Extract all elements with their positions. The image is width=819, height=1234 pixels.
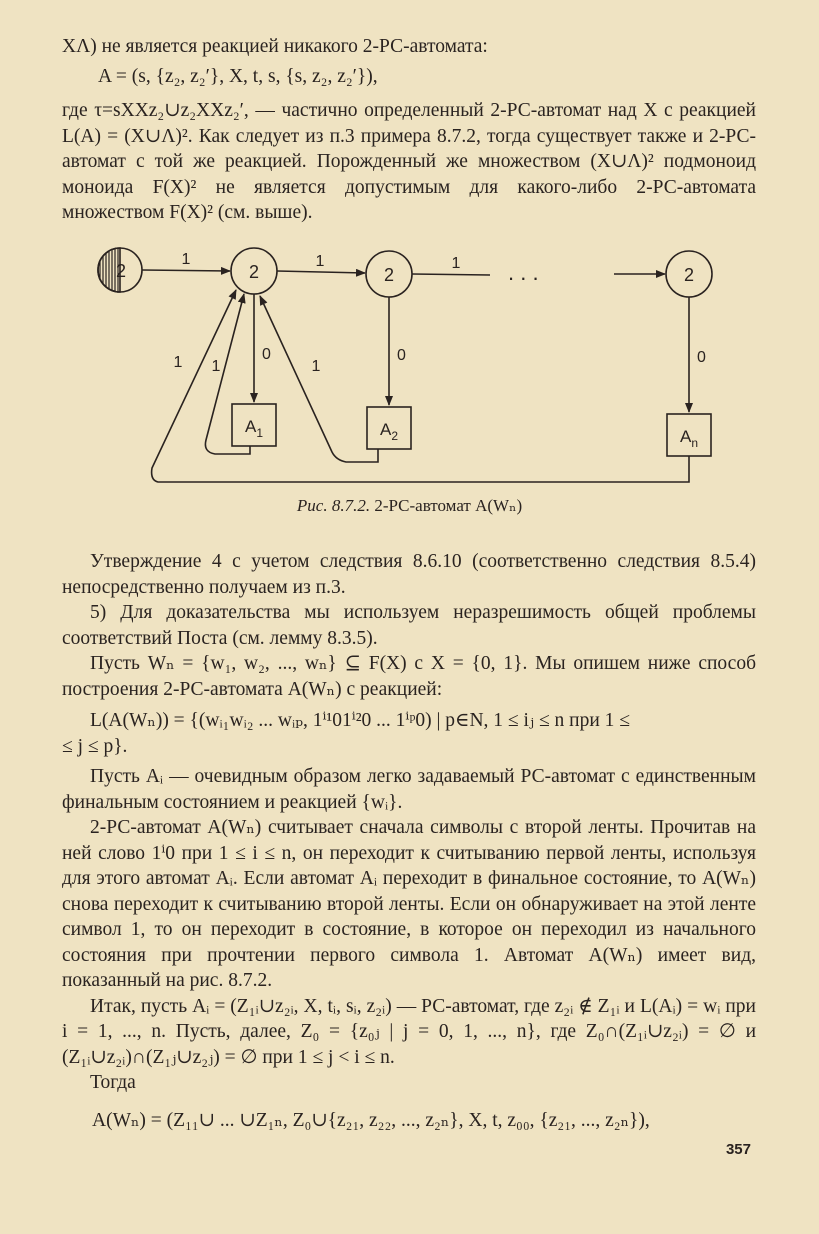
box-a2-label: $A_2$	[379, 420, 399, 443]
paragraph-1-block	[62, 98, 756, 226]
edge-label-0b: 0	[397, 347, 406, 364]
box-an-label: $A_n$	[679, 427, 699, 450]
paragraph-4: Пусть Wₙ = {w₁, w₂, ..., wₙ} ⊆ F(X) с X = {0, 1}. Мы опишем ниже способ построения 2-РС-автомата A(Wₙ) с реакцией:	[62, 653, 756, 700]
formula-final: A(Wₙ) = (Z₁₁∪ ... ∪Z₁ₙ, Z₀∪{z₂₁, z₂₂, ..., z₂ₙ}, X, t, z₀₀, {z₂₁, ..., z₂ₙ}),	[92, 1110, 650, 1131]
text-lower	[62, 764, 756, 1096]
text-top	[62, 34, 756, 60]
text-middle	[62, 549, 756, 702]
edge-label-0a: 0	[262, 346, 271, 363]
caption-prefix: Рис. 8.7.2.	[296, 496, 371, 515]
edge-label-1e: 1	[211, 358, 221, 375]
formula-l-line2: ≤ j ≤ p}.	[62, 736, 128, 757]
start-state-label: 2	[115, 261, 127, 281]
paragraph-2: Утверждение 4 с учетом следствия 8.6.10 (соответственно следствия 8.5.4) непосредственно получаем из п.3.	[62, 551, 756, 598]
edge-label-1b: 1	[315, 253, 325, 270]
line-top: XΛ) не является реакцией никакого 2-РС-автомата:	[62, 36, 488, 57]
edge-label-1f: 1	[311, 358, 321, 375]
paragraph-then: Тогда	[90, 1072, 136, 1093]
paragraph-1: где τ=sXXz₂∪z₂XXz₂′, — частично определенный 2-РС-автомат над X с реакцией L(A) = (X∪Λ)². Как следует из п.3 примера 8.7.2, тогда существует также и 2-РС-автомат с той же реакцией. Порожденный же множеством (X∪Λ)² подмоноид моноида F(X)² не является допустимым для какого-либо 2-РС-автомата множеством F(X)² (см. выше).	[62, 100, 756, 223]
paragraph-6: 2-РС-автомат A(Wₙ) считывает сначала символы с второй ленты. Прочитав на ней слово 1ⁱ0 при 1 ≤ i ≤ n, он переходит к считыванию первой ленты, используя для этого автомат Aᵢ. Если автомат Aᵢ переходит в финальное состояние, то A(Wₙ) снова переходит к считыванию второй ленты. Если он обнаруживает на этой ленте символ 1, то он переходит в состояние, в которое он переходил из начального состояния при прочтении первого символа 1. Автомат A(Wₙ) имеет вид, показанный на рис. 8.7.2.	[62, 817, 756, 991]
page-number: 357	[725, 1141, 751, 1158]
state-2-label: 2	[383, 265, 395, 285]
edge-label-0c: 0	[697, 349, 706, 366]
edge-label-1a: 1	[181, 251, 191, 268]
dots: . . .	[508, 260, 539, 285]
paragraph-5: Пусть Aᵢ — очевидным образом легко задаваемый РС-автомат с единственным финальным состоянием и реакцией {wᵢ}.	[62, 766, 756, 813]
paragraph-3: 5) Для доказательства мы используем неразрешимость общей проблемы соответствий Поста (см. лемму 8.3.5).	[62, 602, 756, 649]
formula-a: A = (s, {z₂, z₂′}, X, t, s, {s, z₂, z₂′}),	[98, 66, 378, 87]
edge-label-1c: 1	[451, 255, 461, 272]
edge-label-1d: 1	[173, 354, 183, 371]
figure-caption	[0, 496, 819, 516]
state-n-label: 2	[683, 265, 695, 285]
paragraph-7: Итак, пусть Aᵢ = (Z₁ᵢ∪z₂ᵢ, X, tᵢ, sᵢ, z₂ᵢ) — РС-автомат, где z₂ᵢ ∉ Z₁ᵢ и L(Aᵢ) = wᵢ при i = 1, ..., n. Пусть, далее, Z₀ = {z₀ⱼ | j = 0, 1, ..., n}, где Z₀∩(Z₁ᵢ∪z₂ᵢ) = ∅ и (Z₁ᵢ∪z₂ᵢ)∩(Z₁ⱼ∪z₂ⱼ) = ∅ при 1 ≤ j < i ≤ n.	[62, 995, 756, 1068]
automaton-diagram	[0, 240, 819, 500]
box-a1-label: $A_1$	[244, 417, 264, 440]
caption-text: 2-РС-автомат A(Wₙ)	[370, 496, 523, 515]
formula-l-line1: L(A(Wₙ)) = {(wᵢ₁wᵢ₂ ... wᵢₚ, 1ⁱ¹01ⁱ²0 ... 1ⁱᵖ0) | p∈N, 1 ≤ iⱼ ≤ n при 1 ≤	[90, 710, 630, 731]
state-1-label: 2	[248, 262, 260, 282]
